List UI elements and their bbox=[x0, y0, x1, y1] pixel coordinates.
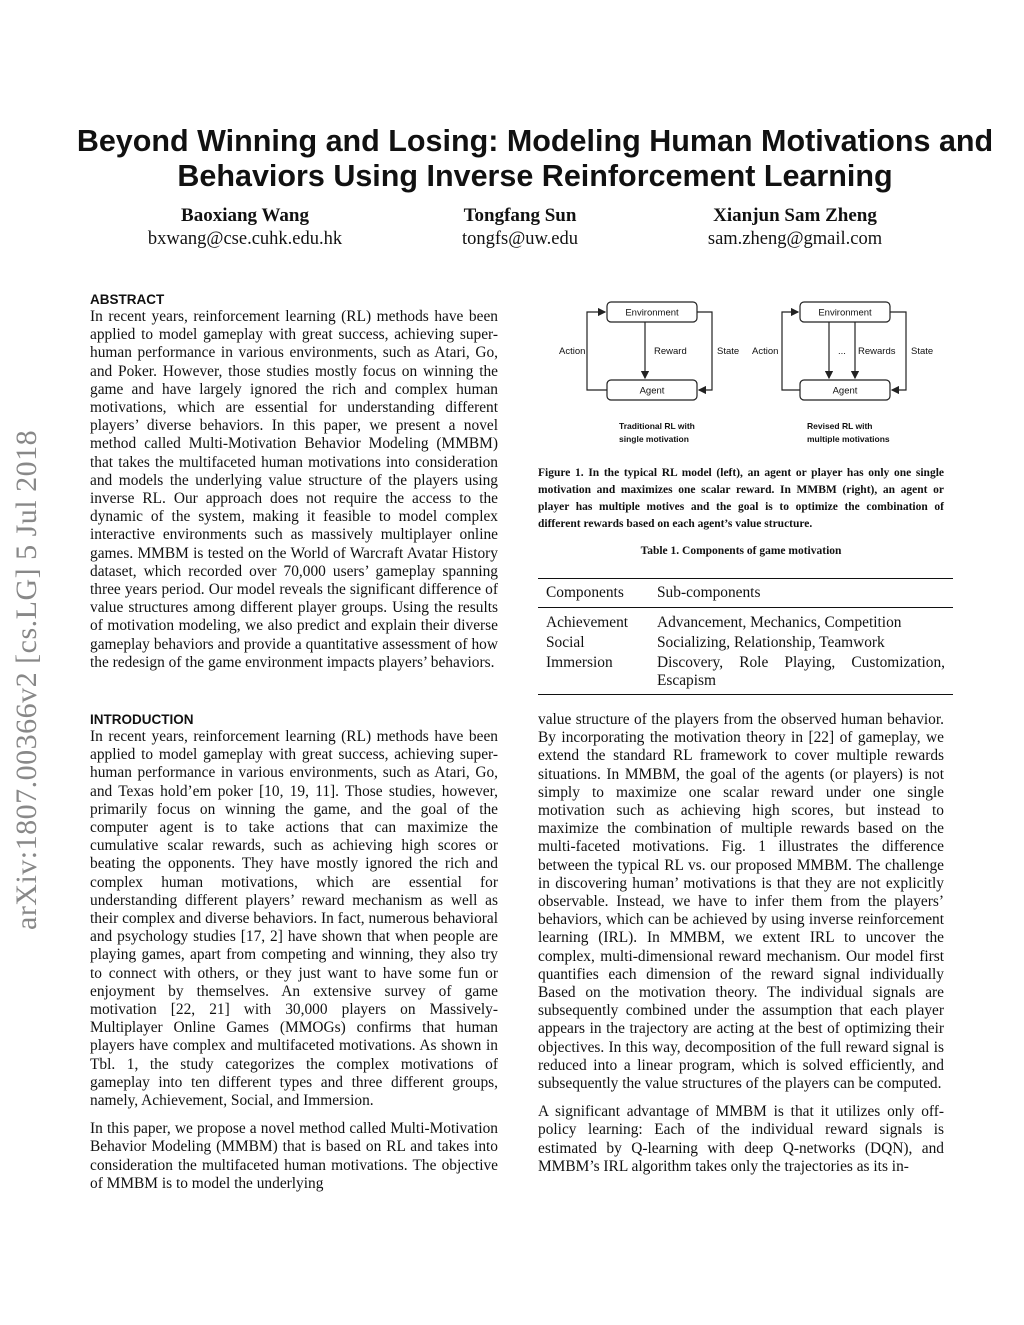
right-diagram-caption: Revised RL with bbox=[807, 421, 873, 431]
table-cell: Achievement bbox=[546, 614, 629, 631]
table-cell: Immersion bbox=[538, 653, 649, 695]
figure-1-caption: Figure 1. In the typical RL model (left), an agent or player has only one single motivation and maximizes one scalar reward. In MMBM (right), an agent or player has multiple motives and the goal is to optimize the combination of different rewards based on each agent’s value structure. bbox=[538, 467, 944, 530]
reward-label: Reward bbox=[654, 346, 687, 357]
right-diagram-caption: multiple motivations bbox=[807, 434, 890, 444]
table-cell: Discovery, Role Playing, Customization, Escapism bbox=[649, 653, 953, 695]
state-label: State bbox=[911, 346, 934, 357]
table-header-cell: Sub-components bbox=[649, 579, 953, 608]
right-column-body bbox=[538, 711, 944, 1176]
author-name: Xianjun Sam Zheng bbox=[713, 205, 877, 226]
table-cell: Advancement, Mechanics, Competition bbox=[657, 614, 902, 631]
author-block-2 bbox=[370, 205, 670, 251]
paper-title: Beyond Winning and Losing: Modeling Human Motivations and Behaviors Using Inverse Reinforcement Learning bbox=[76, 124, 994, 193]
dots-label: ... bbox=[838, 346, 846, 357]
abstract-text: In recent years, reinforcement learning (RL) methods have been applied to model gameplay with great success, achieving super-human performance in various environments, such as Atari, Go, and Poker. However, those studies mostly focus on winning the game and have largely ignored the rich and complex human motivations, which are essential for understanding different players’ diverse behaviors. In this paper, we present a novel method called Multi-Motivation Behavior Modeling (MMBM) that takes the multifaceted human motivations into consideration and models the underlying value structure of the players using inverse RL. Our approach does not require the access to the dynamic of the system, making it feasible to model complex interactive environments such as massively multiplayer online games. MMBM is tested on the World of Warcraft Avatar History dataset, which recorded over 70,000 users’ gameplay spanning three years period. Our model reveals the significant difference of value structures among different player groups. Using the results of motivation modeling, we also predict and explain their diverse gameplay behaviors and provide a quantitative assessment of how the redesign of the game environment impacts players’ behaviors. bbox=[90, 308, 498, 671]
body-paragraph: A significant advantage of MMBM is that it utilizes only off-policy learning: Each of the individual reward signals is estimated by Q-learning with deep Q-networks (DQN), and MMBM’s IRL algorithm takes only the trajectories as its in- bbox=[538, 1103, 944, 1175]
author-block-3 bbox=[645, 205, 945, 251]
intro-paragraph-2: In this paper, we propose a novel method called Multi-Motivation Behavior Modeling (MMBM) that is based on RL and takes into consideration the multifaceted human motivations. The objective of MMBM is to model the underlying bbox=[90, 1120, 498, 1192]
action-label: Action bbox=[752, 346, 779, 357]
introduction-heading: INTRODUCTION bbox=[90, 712, 194, 727]
state-label: State bbox=[717, 346, 740, 357]
author-name: Tongfang Sun bbox=[463, 205, 577, 226]
agent-label: Agent bbox=[639, 385, 665, 397]
state-arrow bbox=[697, 312, 712, 390]
table-row bbox=[538, 653, 953, 695]
author-email: tongfs@uw.edu bbox=[461, 229, 579, 249]
table-1 bbox=[538, 578, 953, 695]
table-header-row bbox=[538, 579, 953, 608]
table-cell: Social bbox=[546, 634, 585, 651]
figure-1 bbox=[545, 292, 945, 452]
author-block-1 bbox=[95, 205, 395, 251]
table-cell: Socializing, Relationship, Teamwork bbox=[657, 634, 885, 651]
intro-paragraph-1: In recent years, reinforcement learning (RL) methods have been applied to model gameplay with great success, achieving super-human performance in various environments, such as Atari, Go, and Texas hold’em poker [10, 19, 11]. Those studies, however, primarily focus on winning the game, and the goal of the computer agent is to take actions that can maximize the cumulative scalar rewards, such as achieving high scores or beating the opponents. They have mostly ignored the rich and complex human motivations, which are essential for understanding different players’ reward mechanism as well as their complex and diverse behaviors. In fact, numerous behavioral and psychology studies [17, 2] have shown that when people are playing games, apart from competing and winning, they also try to connect with others, or they just want to have some fun or enjoyment by themselves. An extensive survey of game motivation [22, 21] with 30,000 players on Massively-Multiplayer Online Games (MMOGs) confirms that human players have complex and multifaceted motivations. As shown in Tbl. 1, the study categorizes the complex motivations of gameplay into ten different types and three different groups, namely, Achievement, Social, and Immersion. bbox=[90, 728, 498, 1110]
author-name: Baoxiang Wang bbox=[181, 205, 309, 226]
table-row bbox=[538, 608, 953, 634]
action-label: Action bbox=[559, 346, 586, 357]
author-email: bxwang@cse.cuhk.edu.hk bbox=[147, 229, 343, 249]
author-email: sam.zheng@gmail.com bbox=[707, 229, 883, 249]
table-1-caption: Table 1. Components of game motivation bbox=[640, 545, 842, 557]
table-row bbox=[538, 633, 953, 653]
body-paragraph: value structure of the players from the observed human behavior. By incorporating the motivation theory in [22] of gameplay, we extend the standard RL framework to cover multiple rewards situations. In MMBM, the goal of the agents (or players) is not simply to maximize one scalar reward under one single motivation such as achieving high scores, but instead to maximize the combination of multiple rewards based on the multi-faceted motivations. Fig. 1 illustrates the difference between the typical RL vs. our proposed MMBM. The challenge in discovering human’ motivations is that they are not explicitly observable. Instead, we have to infer them from the players’ behaviors, which can be achieved by using inverse reinforcement learning (IRL). In MMBM, we extent IRL to uncover the complex, multi-dimensional reward mechanism. Our model first quantifies each dimension of the reward signal individually Based on the motivation theory. The individual signals are subsequently combined under the assumption that each player appears in the trajectory are acting at the best of optimizing their objectives. In this way, decomposition of the full reward signal is reduced into a linear program, which is solved efficiently, and subsequently the value structures of the players can be computed. bbox=[538, 711, 944, 1093]
left-diagram-caption: Traditional RL with bbox=[619, 421, 695, 431]
left-diagram-caption: single motivation bbox=[619, 434, 689, 444]
rewards-label: Rewards bbox=[858, 346, 896, 357]
environment-label: Environment bbox=[625, 307, 679, 319]
action-arrow bbox=[587, 312, 607, 390]
abstract-section bbox=[90, 291, 498, 672]
rl-diagram bbox=[545, 292, 945, 452]
agent-label: Agent bbox=[832, 385, 858, 397]
arxiv-identifier: arXiv:1807.00366v2 [cs.LG] 5 Jul 2018 bbox=[10, 429, 43, 930]
action-arrow bbox=[782, 312, 800, 390]
abstract-heading: ABSTRACT bbox=[90, 292, 165, 307]
introduction-section bbox=[90, 711, 498, 1193]
table-header-cell: Components bbox=[538, 579, 649, 608]
environment-label: Environment bbox=[818, 307, 872, 319]
